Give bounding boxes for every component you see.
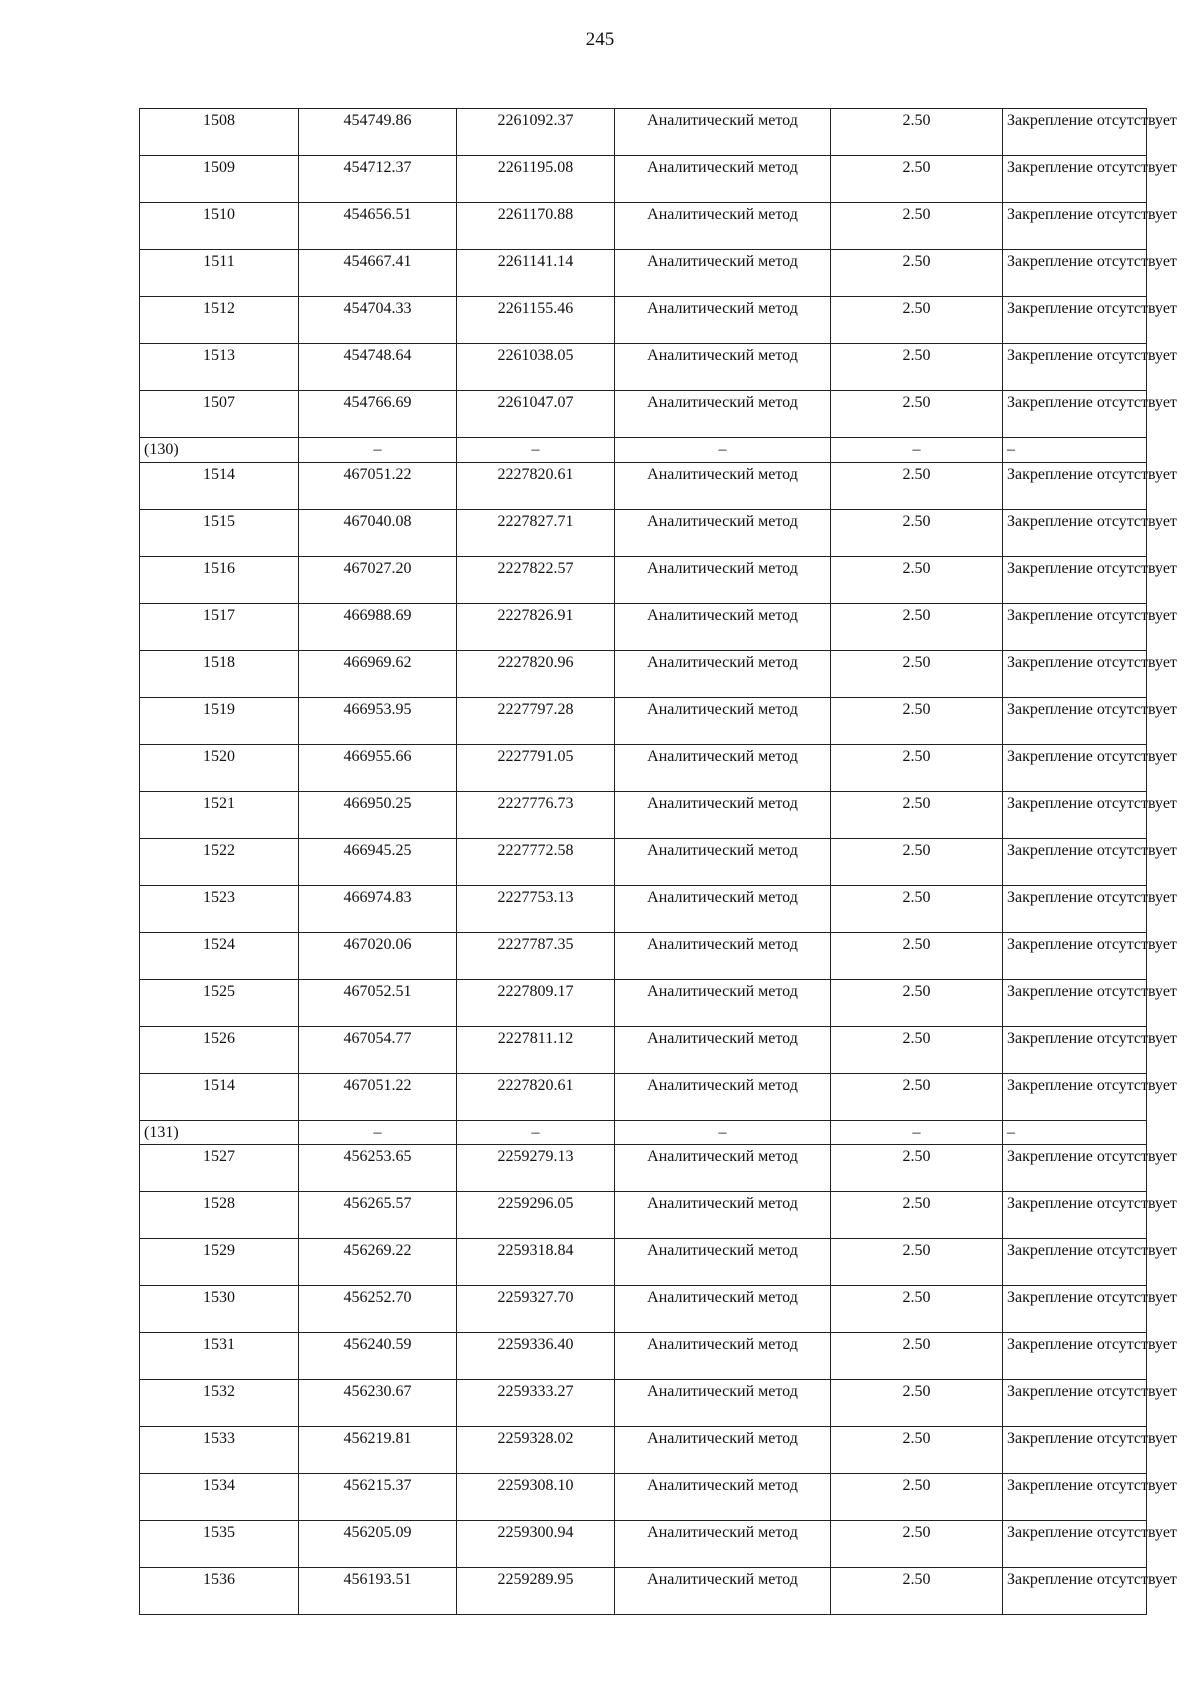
y-coordinate-cell: 2227753.13	[457, 885, 615, 932]
y-coordinate-cell: 2261155.46	[457, 297, 615, 344]
point-number-cell: 1524	[140, 932, 299, 979]
table-row	[140, 1145, 1147, 1192]
y-coordinate-cell: 2259333.27	[457, 1380, 615, 1427]
error-cell: 2.50	[831, 203, 1003, 250]
x-coordinate-cell: 456193.51	[299, 1568, 457, 1615]
method-cell: –	[615, 1120, 831, 1145]
x-coordinate-cell: 466950.25	[299, 791, 457, 838]
error-cell: 2.50	[831, 979, 1003, 1026]
method-cell: Аналитический метод	[615, 1073, 831, 1120]
point-number-cell: 1530	[140, 1286, 299, 1333]
x-coordinate-cell: 456240.59	[299, 1333, 457, 1380]
error-cell: 2.50	[831, 462, 1003, 509]
table-row	[140, 156, 1147, 203]
coordinates-table-body	[140, 109, 1177, 1615]
y-coordinate-cell: 2261047.07	[457, 391, 615, 438]
error-cell: 2.50	[831, 109, 1003, 156]
table-row	[140, 1192, 1147, 1239]
fixation-cell: Закрепление отсутствует	[1003, 462, 1147, 509]
x-coordinate-cell: 454766.69	[299, 391, 457, 438]
error-cell: 2.50	[831, 297, 1003, 344]
point-number-cell: 1518	[140, 650, 299, 697]
method-cell: Аналитический метод	[615, 885, 831, 932]
method-cell: Аналитический метод	[615, 1333, 831, 1380]
method-cell: Аналитический метод	[615, 1239, 831, 1286]
table-row	[140, 1427, 1147, 1474]
point-number-cell: 1515	[140, 509, 299, 556]
fixation-cell: Закрепление отсутствует	[1003, 885, 1147, 932]
fixation-cell: Закрепление отсутствует	[1003, 391, 1147, 438]
x-coordinate-cell: 456269.22	[299, 1239, 457, 1286]
method-cell: Аналитический метод	[615, 1521, 831, 1568]
page-number: 245	[585, 29, 615, 50]
point-number-cell: 1510	[140, 203, 299, 250]
x-coordinate-cell: 456215.37	[299, 1474, 457, 1521]
table-row	[140, 1026, 1147, 1073]
table-row	[140, 1521, 1147, 1568]
y-coordinate-cell: 2259289.95	[457, 1568, 615, 1615]
error-cell: 2.50	[831, 1474, 1003, 1521]
error-cell: 2.50	[831, 1286, 1003, 1333]
error-cell: 2.50	[831, 1073, 1003, 1120]
fixation-cell: Закрепление отсутствует	[1003, 1192, 1147, 1239]
method-cell: Аналитический метод	[615, 1474, 831, 1521]
point-number-cell: 1519	[140, 697, 299, 744]
method-cell: Аналитический метод	[615, 462, 831, 509]
method-cell: Аналитический метод	[615, 344, 831, 391]
x-coordinate-cell: 466955.66	[299, 744, 457, 791]
fixation-cell: Закрепление отсутствует	[1003, 791, 1147, 838]
error-cell: 2.50	[831, 885, 1003, 932]
fixation-cell: –	[1003, 438, 1147, 463]
y-coordinate-cell: 2261092.37	[457, 109, 615, 156]
method-cell: Аналитический метод	[615, 556, 831, 603]
table-row	[140, 650, 1147, 697]
fixation-cell: Закрепление отсутствует	[1003, 509, 1147, 556]
table-row	[140, 744, 1147, 791]
y-coordinate-cell: –	[457, 438, 615, 463]
method-cell: Аналитический метод	[615, 932, 831, 979]
fixation-cell: Закрепление отсутствует	[1003, 1239, 1147, 1286]
error-cell: 2.50	[831, 1521, 1003, 1568]
table-row	[140, 1474, 1147, 1521]
y-coordinate-cell: 2259308.10	[457, 1474, 615, 1521]
x-coordinate-cell: 466953.95	[299, 697, 457, 744]
point-number-cell: 1509	[140, 156, 299, 203]
y-coordinate-cell: 2227826.91	[457, 603, 615, 650]
y-coordinate-cell: 2259318.84	[457, 1239, 615, 1286]
fixation-cell: Закрепление отсутствует	[1003, 1026, 1147, 1073]
y-coordinate-cell: 2259336.40	[457, 1333, 615, 1380]
fixation-cell: Закрепление отсутствует	[1003, 1568, 1147, 1615]
table-row	[140, 979, 1147, 1026]
fixation-cell: Закрепление отсутствует	[1003, 1286, 1147, 1333]
x-coordinate-cell: 454748.64	[299, 344, 457, 391]
point-number-cell: 1526	[140, 1026, 299, 1073]
fixation-cell: Закрепление отсутствует	[1003, 203, 1147, 250]
fixation-cell: Закрепление отсутствует	[1003, 744, 1147, 791]
error-cell: 2.50	[831, 1333, 1003, 1380]
table-row	[140, 1380, 1147, 1427]
y-coordinate-cell: 2227820.96	[457, 650, 615, 697]
y-coordinate-cell: 2259300.94	[457, 1521, 615, 1568]
x-coordinate-cell: 454712.37	[299, 156, 457, 203]
table-row	[140, 203, 1147, 250]
fixation-cell: Закрепление отсутствует	[1003, 1073, 1147, 1120]
fixation-cell: Закрепление отсутствует	[1003, 1521, 1147, 1568]
point-number-cell: 1534	[140, 1474, 299, 1521]
error-cell: –	[831, 438, 1003, 463]
fixation-cell: Закрепление отсутствует	[1003, 979, 1147, 1026]
x-coordinate-cell: 456219.81	[299, 1427, 457, 1474]
y-coordinate-cell: 2227797.28	[457, 697, 615, 744]
coordinates-table	[139, 108, 1177, 1615]
fixation-cell: Закрепление отсутствует	[1003, 297, 1147, 344]
x-coordinate-cell: 466974.83	[299, 885, 457, 932]
y-coordinate-cell: 2227820.61	[457, 1073, 615, 1120]
fixation-cell: Закрепление отсутствует	[1003, 156, 1147, 203]
contour-number-cell: (131)	[140, 1120, 299, 1145]
x-coordinate-cell: 466969.62	[299, 650, 457, 697]
method-cell: Аналитический метод	[615, 1568, 831, 1615]
table-row	[140, 1286, 1147, 1333]
method-cell: Аналитический метод	[615, 650, 831, 697]
y-coordinate-cell: 2259327.70	[457, 1286, 615, 1333]
error-cell: 2.50	[831, 603, 1003, 650]
x-coordinate-cell: 456253.65	[299, 1145, 457, 1192]
x-coordinate-cell: 466988.69	[299, 603, 457, 650]
x-coordinate-cell: 467040.08	[299, 509, 457, 556]
error-cell: 2.50	[831, 344, 1003, 391]
error-cell: 2.50	[831, 1026, 1003, 1073]
fixation-cell: Закрепление отсутствует	[1003, 250, 1147, 297]
table-row	[140, 1073, 1147, 1120]
point-number-cell: 1512	[140, 297, 299, 344]
contour-number-cell: (130)	[140, 438, 299, 463]
error-cell: –	[831, 1120, 1003, 1145]
point-number-cell: 1514	[140, 462, 299, 509]
method-cell: Аналитический метод	[615, 744, 831, 791]
method-cell: Аналитический метод	[615, 838, 831, 885]
table-row	[140, 1333, 1147, 1380]
y-coordinate-cell: –	[457, 1120, 615, 1145]
error-cell: 2.50	[831, 791, 1003, 838]
error-cell: 2.50	[831, 556, 1003, 603]
point-number-cell: 1511	[140, 250, 299, 297]
y-coordinate-cell: 2261038.05	[457, 344, 615, 391]
y-coordinate-cell: 2227791.05	[457, 744, 615, 791]
x-coordinate-cell: 456230.67	[299, 1380, 457, 1427]
y-coordinate-cell: 2227776.73	[457, 791, 615, 838]
error-cell: 2.50	[831, 838, 1003, 885]
x-coordinate-cell: 467051.22	[299, 1073, 457, 1120]
fixation-cell: Закрепление отсутствует	[1003, 1427, 1147, 1474]
point-number-cell: 1533	[140, 1427, 299, 1474]
error-cell: 2.50	[831, 1568, 1003, 1615]
method-cell: Аналитический метод	[615, 1192, 831, 1239]
method-cell: –	[615, 438, 831, 463]
fixation-cell: Закрепление отсутствует	[1003, 1380, 1147, 1427]
table-row	[140, 344, 1147, 391]
y-coordinate-cell: 2261170.88	[457, 203, 615, 250]
y-coordinate-cell: 2227787.35	[457, 932, 615, 979]
table-row	[140, 250, 1147, 297]
table-row	[140, 603, 1147, 650]
fixation-cell: Закрепление отсутствует	[1003, 838, 1147, 885]
method-cell: Аналитический метод	[615, 697, 831, 744]
y-coordinate-cell: 2261141.14	[457, 250, 615, 297]
point-number-cell: 1517	[140, 603, 299, 650]
y-coordinate-cell: 2259296.05	[457, 1192, 615, 1239]
method-cell: Аналитический метод	[615, 603, 831, 650]
error-cell: 2.50	[831, 156, 1003, 203]
error-cell: 2.50	[831, 650, 1003, 697]
method-cell: Аналитический метод	[615, 203, 831, 250]
x-coordinate-cell: 466945.25	[299, 838, 457, 885]
table-row	[140, 697, 1147, 744]
table-row	[140, 932, 1147, 979]
table-row	[140, 1568, 1147, 1615]
error-cell: 2.50	[831, 1239, 1003, 1286]
fixation-cell: Закрепление отсутствует	[1003, 932, 1147, 979]
table-row	[140, 1239, 1147, 1286]
method-cell: Аналитический метод	[615, 1026, 831, 1073]
x-coordinate-cell: 454704.33	[299, 297, 457, 344]
fixation-cell: Закрепление отсутствует	[1003, 1474, 1147, 1521]
x-coordinate-cell: 467054.77	[299, 1026, 457, 1073]
table-row	[140, 462, 1147, 509]
error-cell: 2.50	[831, 1145, 1003, 1192]
error-cell: 2.50	[831, 1427, 1003, 1474]
point-number-cell: 1536	[140, 1568, 299, 1615]
table-row	[140, 791, 1147, 838]
method-cell: Аналитический метод	[615, 297, 831, 344]
fixation-cell: Закрепление отсутствует	[1003, 109, 1147, 156]
x-coordinate-cell: 454656.51	[299, 203, 457, 250]
y-coordinate-cell: 2227772.58	[457, 838, 615, 885]
method-cell: Аналитический метод	[615, 979, 831, 1026]
y-coordinate-cell: 2227827.71	[457, 509, 615, 556]
error-cell: 2.50	[831, 697, 1003, 744]
x-coordinate-cell: 454749.86	[299, 109, 457, 156]
point-number-cell: 1507	[140, 391, 299, 438]
y-coordinate-cell: 2259279.13	[457, 1145, 615, 1192]
method-cell: Аналитический метод	[615, 1380, 831, 1427]
point-number-cell: 1528	[140, 1192, 299, 1239]
point-number-cell: 1514	[140, 1073, 299, 1120]
y-coordinate-cell: 2227822.57	[457, 556, 615, 603]
table-row	[140, 109, 1147, 156]
point-number-cell: 1516	[140, 556, 299, 603]
y-coordinate-cell: 2259328.02	[457, 1427, 615, 1474]
y-coordinate-cell: 2261195.08	[457, 156, 615, 203]
point-number-cell: 1535	[140, 1521, 299, 1568]
fixation-cell: Закрепление отсутствует	[1003, 650, 1147, 697]
fixation-cell: –	[1003, 1120, 1147, 1145]
method-cell: Аналитический метод	[615, 509, 831, 556]
point-number-cell: 1527	[140, 1145, 299, 1192]
fixation-cell: Закрепление отсутствует	[1003, 556, 1147, 603]
x-coordinate-cell: 467051.22	[299, 462, 457, 509]
point-number-cell: 1520	[140, 744, 299, 791]
x-coordinate-cell: 456205.09	[299, 1521, 457, 1568]
method-cell: Аналитический метод	[615, 250, 831, 297]
x-coordinate-cell: 454667.41	[299, 250, 457, 297]
table-row	[140, 391, 1147, 438]
x-coordinate-cell: –	[299, 1120, 457, 1145]
contour-separator-row	[140, 438, 1147, 463]
y-coordinate-cell: 2227811.12	[457, 1026, 615, 1073]
method-cell: Аналитический метод	[615, 1286, 831, 1333]
method-cell: Аналитический метод	[615, 109, 831, 156]
fixation-cell: Закрепление отсутствует	[1003, 603, 1147, 650]
x-coordinate-cell: 456265.57	[299, 1192, 457, 1239]
fixation-cell: Закрепление отсутствует	[1003, 1145, 1147, 1192]
x-coordinate-cell: 467020.06	[299, 932, 457, 979]
point-number-cell: 1531	[140, 1333, 299, 1380]
contour-separator-row	[140, 1120, 1147, 1145]
table-row	[140, 885, 1147, 932]
method-cell: Аналитический метод	[615, 1145, 831, 1192]
error-cell: 2.50	[831, 509, 1003, 556]
method-cell: Аналитический метод	[615, 791, 831, 838]
x-coordinate-cell: 456252.70	[299, 1286, 457, 1333]
point-number-cell: 1513	[140, 344, 299, 391]
table-row	[140, 297, 1147, 344]
x-coordinate-cell: –	[299, 438, 457, 463]
point-number-cell: 1508	[140, 109, 299, 156]
point-number-cell: 1523	[140, 885, 299, 932]
table-row	[140, 838, 1147, 885]
fixation-cell: Закрепление отсутствует	[1003, 1333, 1147, 1380]
point-number-cell: 1529	[140, 1239, 299, 1286]
error-cell: 2.50	[831, 250, 1003, 297]
y-coordinate-cell: 2227820.61	[457, 462, 615, 509]
error-cell: 2.50	[831, 744, 1003, 791]
x-coordinate-cell: 467027.20	[299, 556, 457, 603]
method-cell: Аналитический метод	[615, 1427, 831, 1474]
table-row	[140, 556, 1147, 603]
error-cell: 2.50	[831, 1192, 1003, 1239]
method-cell: Аналитический метод	[615, 391, 831, 438]
y-coordinate-cell: 2227809.17	[457, 979, 615, 1026]
point-number-cell: 1521	[140, 791, 299, 838]
fixation-cell: Закрепление отсутствует	[1003, 344, 1147, 391]
x-coordinate-cell: 467052.51	[299, 979, 457, 1026]
point-number-cell: 1532	[140, 1380, 299, 1427]
error-cell: 2.50	[831, 1380, 1003, 1427]
point-number-cell: 1522	[140, 838, 299, 885]
method-cell: Аналитический метод	[615, 156, 831, 203]
error-cell: 2.50	[831, 932, 1003, 979]
point-number-cell: 1525	[140, 979, 299, 1026]
table-row	[140, 509, 1147, 556]
fixation-cell: Закрепление отсутствует	[1003, 697, 1147, 744]
error-cell: 2.50	[831, 391, 1003, 438]
